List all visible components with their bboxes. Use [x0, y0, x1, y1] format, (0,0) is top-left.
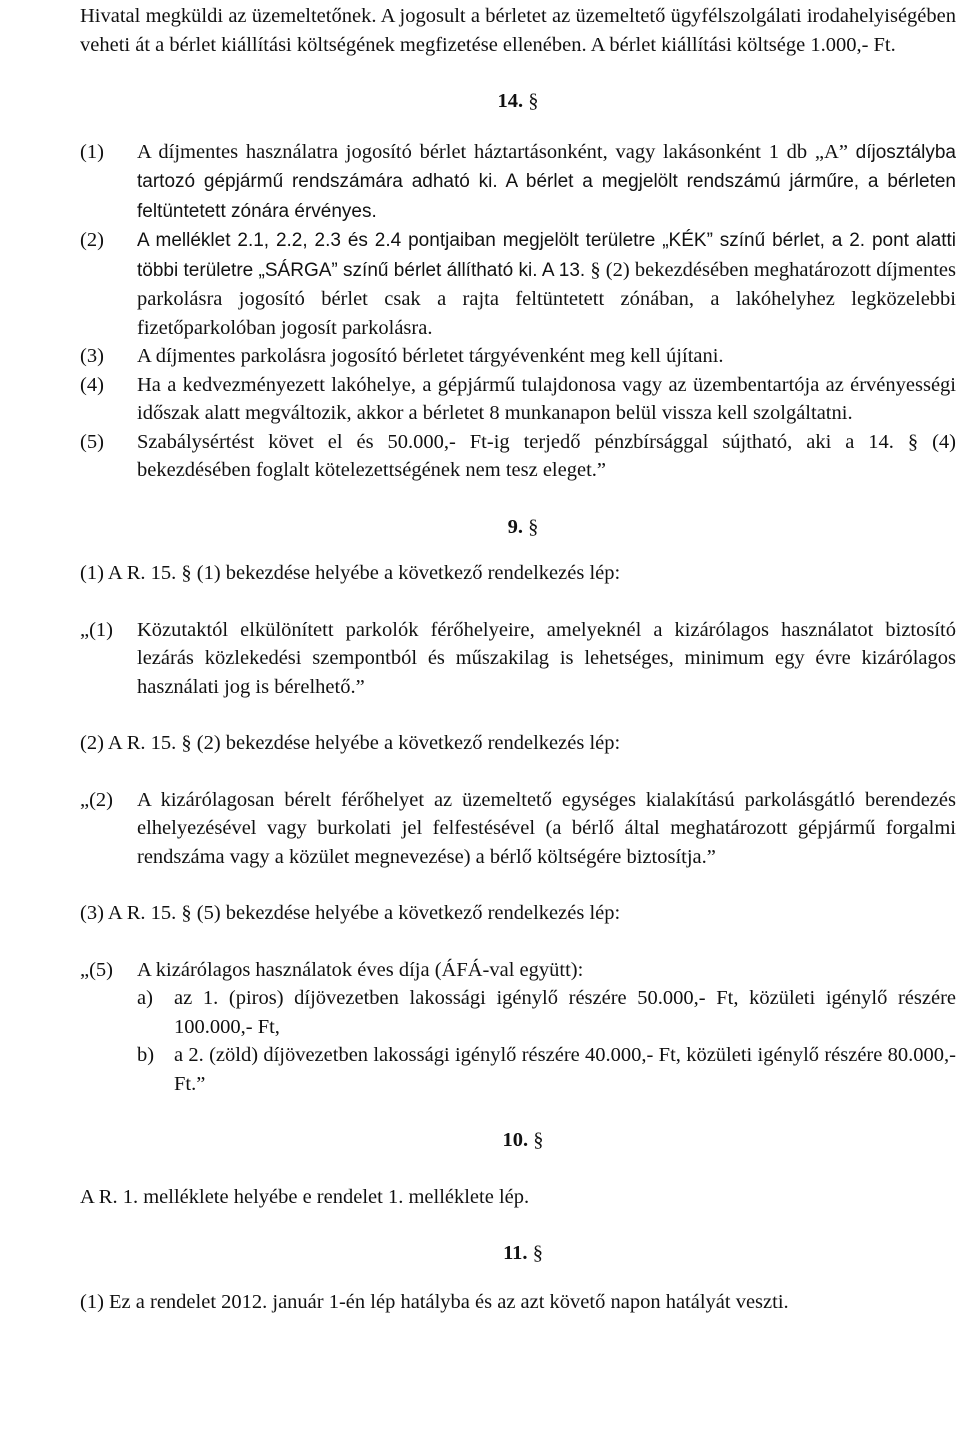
paragraph-14-5: [80, 428, 956, 485]
amendment-line-1: (1) A R. 15. § (1) bekezdése helyébe a következő rendelkezés lép:: [80, 562, 621, 584]
paragraph-number: (2): [80, 229, 104, 251]
section-heading-11: [80, 1239, 956, 1268]
section-11-text: (1) Ez a rendelet 2012. január 1-én lép hatályba és az azt követő napon hatályát veszti.: [80, 1290, 789, 1313]
list-text: az 1. (piros) díjövezetben lakossági igénylő részére 50.000,- Ft, közületi igénylő részére 100.000,- Ft,: [174, 987, 956, 1038]
paragraph-sign: §: [532, 1242, 543, 1264]
paragraph-14-2: [80, 226, 956, 342]
paragraph-sign: §: [528, 515, 539, 538]
paragraph-text-sans: díjosztályba tartozó gépjármű rendszámára adható ki. A bérlet a megjelölt rendszámú járműre, a bérleten feltüntetett zónára érvényes.: [137, 141, 956, 222]
section-heading-14: [80, 87, 956, 116]
paragraph-number: (5): [80, 430, 104, 453]
paragraph-number: (4): [80, 373, 104, 396]
paragraph-body: [137, 226, 956, 342]
paragraph-body: Ha a kedvezményezett lakóhelye, a gépjármű tulajdonosa vagy az üzembentartója az érvényességi időszak alatt megváltozik, akkor a bérletet 8 munkanapon belül vissza kell szolgáltatni.: [137, 373, 956, 424]
list-text: a 2. (zöld) díjövezetben lakossági igénylő részére 40.000,- Ft, közületi igénylő részére 80.000,- Ft.”: [174, 1044, 956, 1095]
paragraph-sign: §: [528, 90, 539, 112]
quoted-paragraph-3: [80, 956, 956, 985]
quoted-body: A kizárólagos használatok éves díja (ÁFÁ-val együtt):: [137, 958, 584, 981]
quoted-number: „(5): [80, 958, 114, 981]
paragraph-text: A díjmentes használatra jogosító bérlet háztartásonként, vagy lakásonként 1 db „A”: [137, 140, 856, 163]
quoted-paragraph-2: [80, 786, 956, 872]
quoted-body: Közutaktól elkülönített parkolók férőhelyeire, amelyeknél a kizárólagos használatot biztosító lezárás közlekedési szempontból és műszakilag is lehetséges, minimum egy évre kizárólagos használati jog is bérelhető.”: [137, 618, 956, 698]
section-number: 11.: [503, 1242, 528, 1264]
list-label: a): [137, 987, 153, 1009]
section-heading-10: [80, 1126, 956, 1155]
quoted-number: „(1): [80, 618, 114, 641]
paragraph-text-sans: A melléklet 2.1, 2.2, 2.3 és 2.4 pontjaiban megjelölt területre „KÉK” színű bérlet, a 2. pont alatti többi területre „SÁRGA” színű bérlet állítható ki. A 13.: [137, 230, 956, 281]
paragraph-body: Szabálysértést követ el és 50.000,- Ft-ig terjedő pénzbírsággal sújtható, aki a 14. § (4) bekezdésében foglalt kötelezettségének nem tesz eleget.”: [137, 430, 956, 481]
list-item-b: [137, 1041, 956, 1098]
amendment-line-2: (2) A R. 15. § (2) bekezdése helyébe a következő rendelkezés lép:: [80, 732, 621, 754]
section-heading-9: [80, 513, 956, 542]
section-10-text: A R. 1. melléklete helyébe e rendelet 1. melléklete lép.: [80, 1185, 530, 1208]
amendment-line-3: (3) A R. 15. § (5) bekezdése helyébe a következő rendelkezés lép:: [80, 902, 621, 924]
paragraph-14-4: [80, 371, 956, 428]
quoted-number: „(2): [80, 788, 114, 811]
intro-paragraph: Hivatal megküldi az üzemeltetőnek. A jogosult a bérletet az üzemeltető ügyfélszolgálati irodahelyiségében veheti át a bérlet kiállítási költségének megfizetése ellenében. A bérlet kiállítási költsége 1.000,- Ft.: [80, 5, 956, 56]
paragraph-number: (1): [80, 140, 104, 163]
list-item-a: [137, 984, 956, 1041]
document-page: [80, 0, 956, 1316]
paragraph-14-3: [80, 342, 956, 371]
quoted-body: A kizárólagosan bérelt férőhelyet az üzemeltető egységes kialakítású parkolásgátló berendezés elhelyezésével vagy burkolati jel felfestésével (a bérlő által meghatározott gépjármű forgalmi rendszáma vagy a közület megnevezése) a bérlő költségére biztosítja.”: [137, 788, 956, 868]
paragraph-14-1: [80, 138, 956, 227]
paragraph-text: § (2) bekezdésében meghatározott díjmentes parkolásra jogosító bérlet csak a rajta feltüntetett zónában, a lakóhelyhez legközelebbi fizetőparkolóban jogosít parkolásra.: [137, 258, 957, 339]
list-label: b): [137, 1044, 155, 1066]
paragraph-body: A díjmentes parkolásra jogosító bérletet tárgyévenként meg kell újítani.: [137, 345, 724, 367]
quoted-paragraph-1: [80, 616, 956, 702]
section-number: 14.: [497, 90, 524, 112]
section-number: 10.: [502, 1129, 529, 1151]
paragraph-body: [137, 138, 956, 227]
section-number: 9.: [507, 515, 523, 538]
paragraph-number: (3): [80, 345, 104, 367]
paragraph-sign: §: [533, 1129, 544, 1151]
